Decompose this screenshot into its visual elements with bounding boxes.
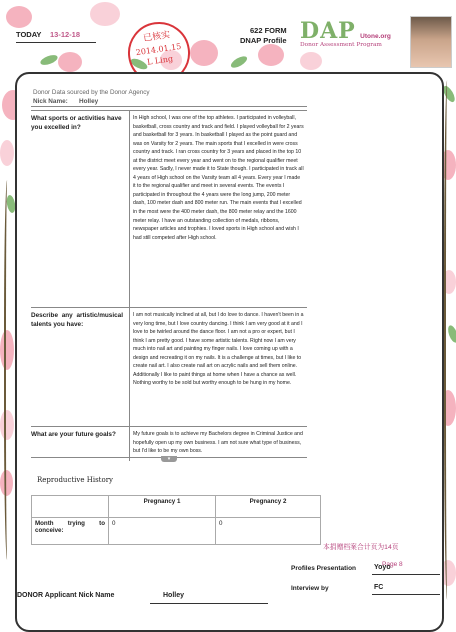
today-underline (16, 42, 96, 43)
repro-row (32, 518, 321, 545)
interview-label: Interview by (291, 585, 329, 592)
repro-title: Reproductive History (37, 476, 114, 484)
question-row (31, 308, 307, 427)
donor-source-line: Donor Data sourced by the Donor Agency (33, 89, 150, 96)
interview-value: FC (374, 584, 384, 591)
reproductive-history-table (31, 495, 321, 545)
profile-photo (410, 16, 452, 68)
dap-logo (300, 18, 410, 58)
repro-row-label: Month trying to conceive: (32, 518, 109, 545)
form-subtitle: DNAP Profile (240, 36, 287, 45)
questions-table (31, 110, 307, 461)
question-row (31, 111, 307, 308)
repro-val-1: 0 (109, 518, 216, 545)
expand-tab[interactable]: ▾ (161, 456, 177, 462)
profiles-underline (372, 574, 440, 575)
question-label-text: Describe any artistic/musical talents you have: (31, 312, 123, 328)
repro-corner-cell (32, 496, 109, 518)
interview-underline (372, 594, 440, 595)
repro-val-2: 0 (216, 518, 321, 545)
nick-name-label: Nick Name: (33, 98, 68, 105)
form-title: 622 FORM (250, 26, 287, 35)
applicant-label: DONOR Applicant Nick Name (17, 592, 115, 599)
question-label: What are your future goals? (31, 427, 130, 462)
stamp-line-1: 已核实 (142, 30, 171, 44)
repro-col-1: Pregnancy 1 (109, 496, 216, 518)
logo-suffix: Utone.org (360, 33, 391, 40)
stamp-line-3: L Ling (146, 54, 174, 67)
today-label: TODAY (16, 30, 42, 39)
page-count-note: 本捐赠档案合计页为14页 (323, 544, 399, 551)
logo-main: DAP (300, 18, 356, 44)
logo-tagline: Donor Assessment Program (300, 42, 382, 48)
repro-col-2: Pregnancy 2 (216, 496, 321, 518)
stamp-line-2: 2014.01.15 (135, 41, 182, 58)
page-number: Page 8 (382, 561, 403, 568)
repro-header-row (32, 496, 321, 518)
profiles-label: Profiles Presentation (291, 565, 357, 572)
today-value: 13-12-18 (50, 30, 81, 39)
answer-text: In High school, I was one of the top athletes. I participated in volleyball, basketball, cross country and track and field. I played volleyball for 2 years and basketball for 3 years. In basketball I played as the point guard and was on Varsity for 2 years. The main sports that I excelled in were cross country and track. I ran cross country for 3 years and placed in the top 10 at the district meet every year and went on to the regional qualifier meet every year. Sadly, I never made it to State though. I participated in track all 4 years of High school on the Varsity team all 4 years. Every year I made it to the regional qualifier and meet in several events. The events I participated in throughout the 4 years were the long jump, 200 meter dash, 100 meter dash and 800 meter run. The main events that I excelled in the most were the 400 meter dash, the 800 meter relay and the 1600 meter relay. I have an outstanding collection of medals, ribbons, newspaper articles and trophies. I loved sports in High school and wish I had still competed after High school. (130, 111, 308, 308)
answer-text: My future goals is to achieve my Bachelors degree in Criminal Justice and hopefully open up my own business. I am not sure what type of business, but I'd like to be my own boss. (130, 427, 308, 462)
question-label: What sports or activities have you excelled in? (31, 111, 130, 308)
nick-name-value: Holley (79, 98, 99, 105)
applicant-value: Holley (163, 592, 185, 599)
question-label (31, 308, 130, 427)
answer-text: I am not musically inclined at all, but I do love to dance. I haven't been in a very long time, but I love country dancing. I think I am very good at it and I love to be twirled around the dance floor. I am not a pro or expert, but I think I am pretty good. I have some artistic talents. Right now I am very much into nail art and painting my finger nails. I love coming up with a design and recreating it on my nails. It is a challenge at times, but I like to create nail art. I also create nail art on acrylic nails and sell them online. Additionally I like to paint things at home when I have a chance as well. Nothing worthy to be sold but worthy enough to be hung in my home. (130, 308, 308, 427)
applicant-underline (150, 603, 268, 604)
nick-underline (31, 106, 307, 107)
profiles-value: Yoyo (374, 564, 391, 571)
